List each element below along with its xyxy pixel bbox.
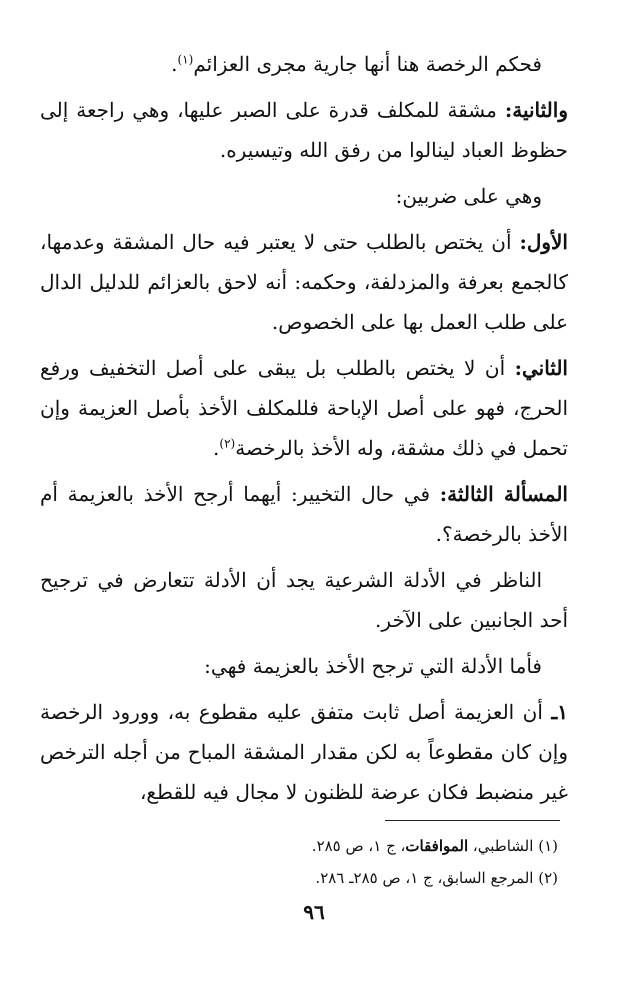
footnote-ref-2[interactable]: (٢) — [219, 436, 236, 451]
footnote-1: (١) الشاطبي، الموافقات، ج ١، ص ٢٨٥. — [311, 837, 558, 855]
item-number-1: ١ـ — [551, 700, 568, 724]
paragraph-ruling: فحكم الرخصة هنا أنها جارية مجرى العزائم$^{(١)}$. — [171, 52, 542, 76]
footnote-ref-1[interactable]: (١) — [177, 52, 194, 67]
term-first: الأول: — [519, 230, 568, 254]
paragraph-second-type: الثاني: أن لا يختص بالطلب بل يبقى على أصل التخفيف ورفع الحرج، فهو على أصل الإباحة فللمكلف الأخذ بأصل العزيمة وإن تحمل في ذلك مشقة، وله الأخذ بالرخصة$^{(٢)}$. — [40, 356, 568, 460]
paragraph-two-types: وهي على ضربين: — [395, 184, 542, 208]
paragraph-evidence-intro: فأما الأدلة التي ترجح الأخذ بالعزيمة فهي: — [204, 654, 542, 678]
term-second-type: الثاني: — [514, 356, 568, 380]
term-second: والثانية: — [504, 98, 568, 122]
term-third-issue: المسألة الثالثة: — [439, 482, 568, 506]
paragraph-evidence-1: ١ـ أن العزيمة أصل ثابت متفق عليه مقطوع به، وورود الرخصة وإن كان مقطوعاً به لكن مقدار المشقة المباح من أجله الترخص غير منضبط فكان عرضة للظنون لا مجال فيه للقطع، — [40, 700, 568, 804]
paragraph-second: والثانية: مشقة للمكلف قدرة على الصبر عليها، وهي راجعة إلى حظوظ العباد لينالوا من رفق الله وتيسيره. — [40, 98, 568, 162]
footnote-divider — [385, 820, 560, 821]
paragraph-third-issue: المسألة الثالثة: في حال التخيير: أيهما أرجح الأخذ بالعزيمة أم الأخذ بالرخصة؟. — [40, 482, 568, 546]
paragraph-first-type: الأول: أن يختص بالطلب حتى لا يعتبر فيه حال المشقة وعدمها، كالجمع بعرفة والمزدلفة، وحكمه: أنه لاحق بالعزائم للدليل الدال على طلب العمل بها على الخصوص. — [40, 230, 568, 334]
paragraph-observer: الناظر في الأدلة الشرعية يجد أن الأدلة تتعارض في ترجيح أحد الجانبين على الآخر. — [40, 568, 568, 632]
page-number: ٩٦ — [303, 900, 325, 924]
footnote-2: (٢) المرجع السابق، ج ١، ص ٢٨٥ـ ٢٨٦. — [315, 869, 558, 887]
main-text — [40, 44, 568, 816]
footnotes — [40, 830, 558, 894]
